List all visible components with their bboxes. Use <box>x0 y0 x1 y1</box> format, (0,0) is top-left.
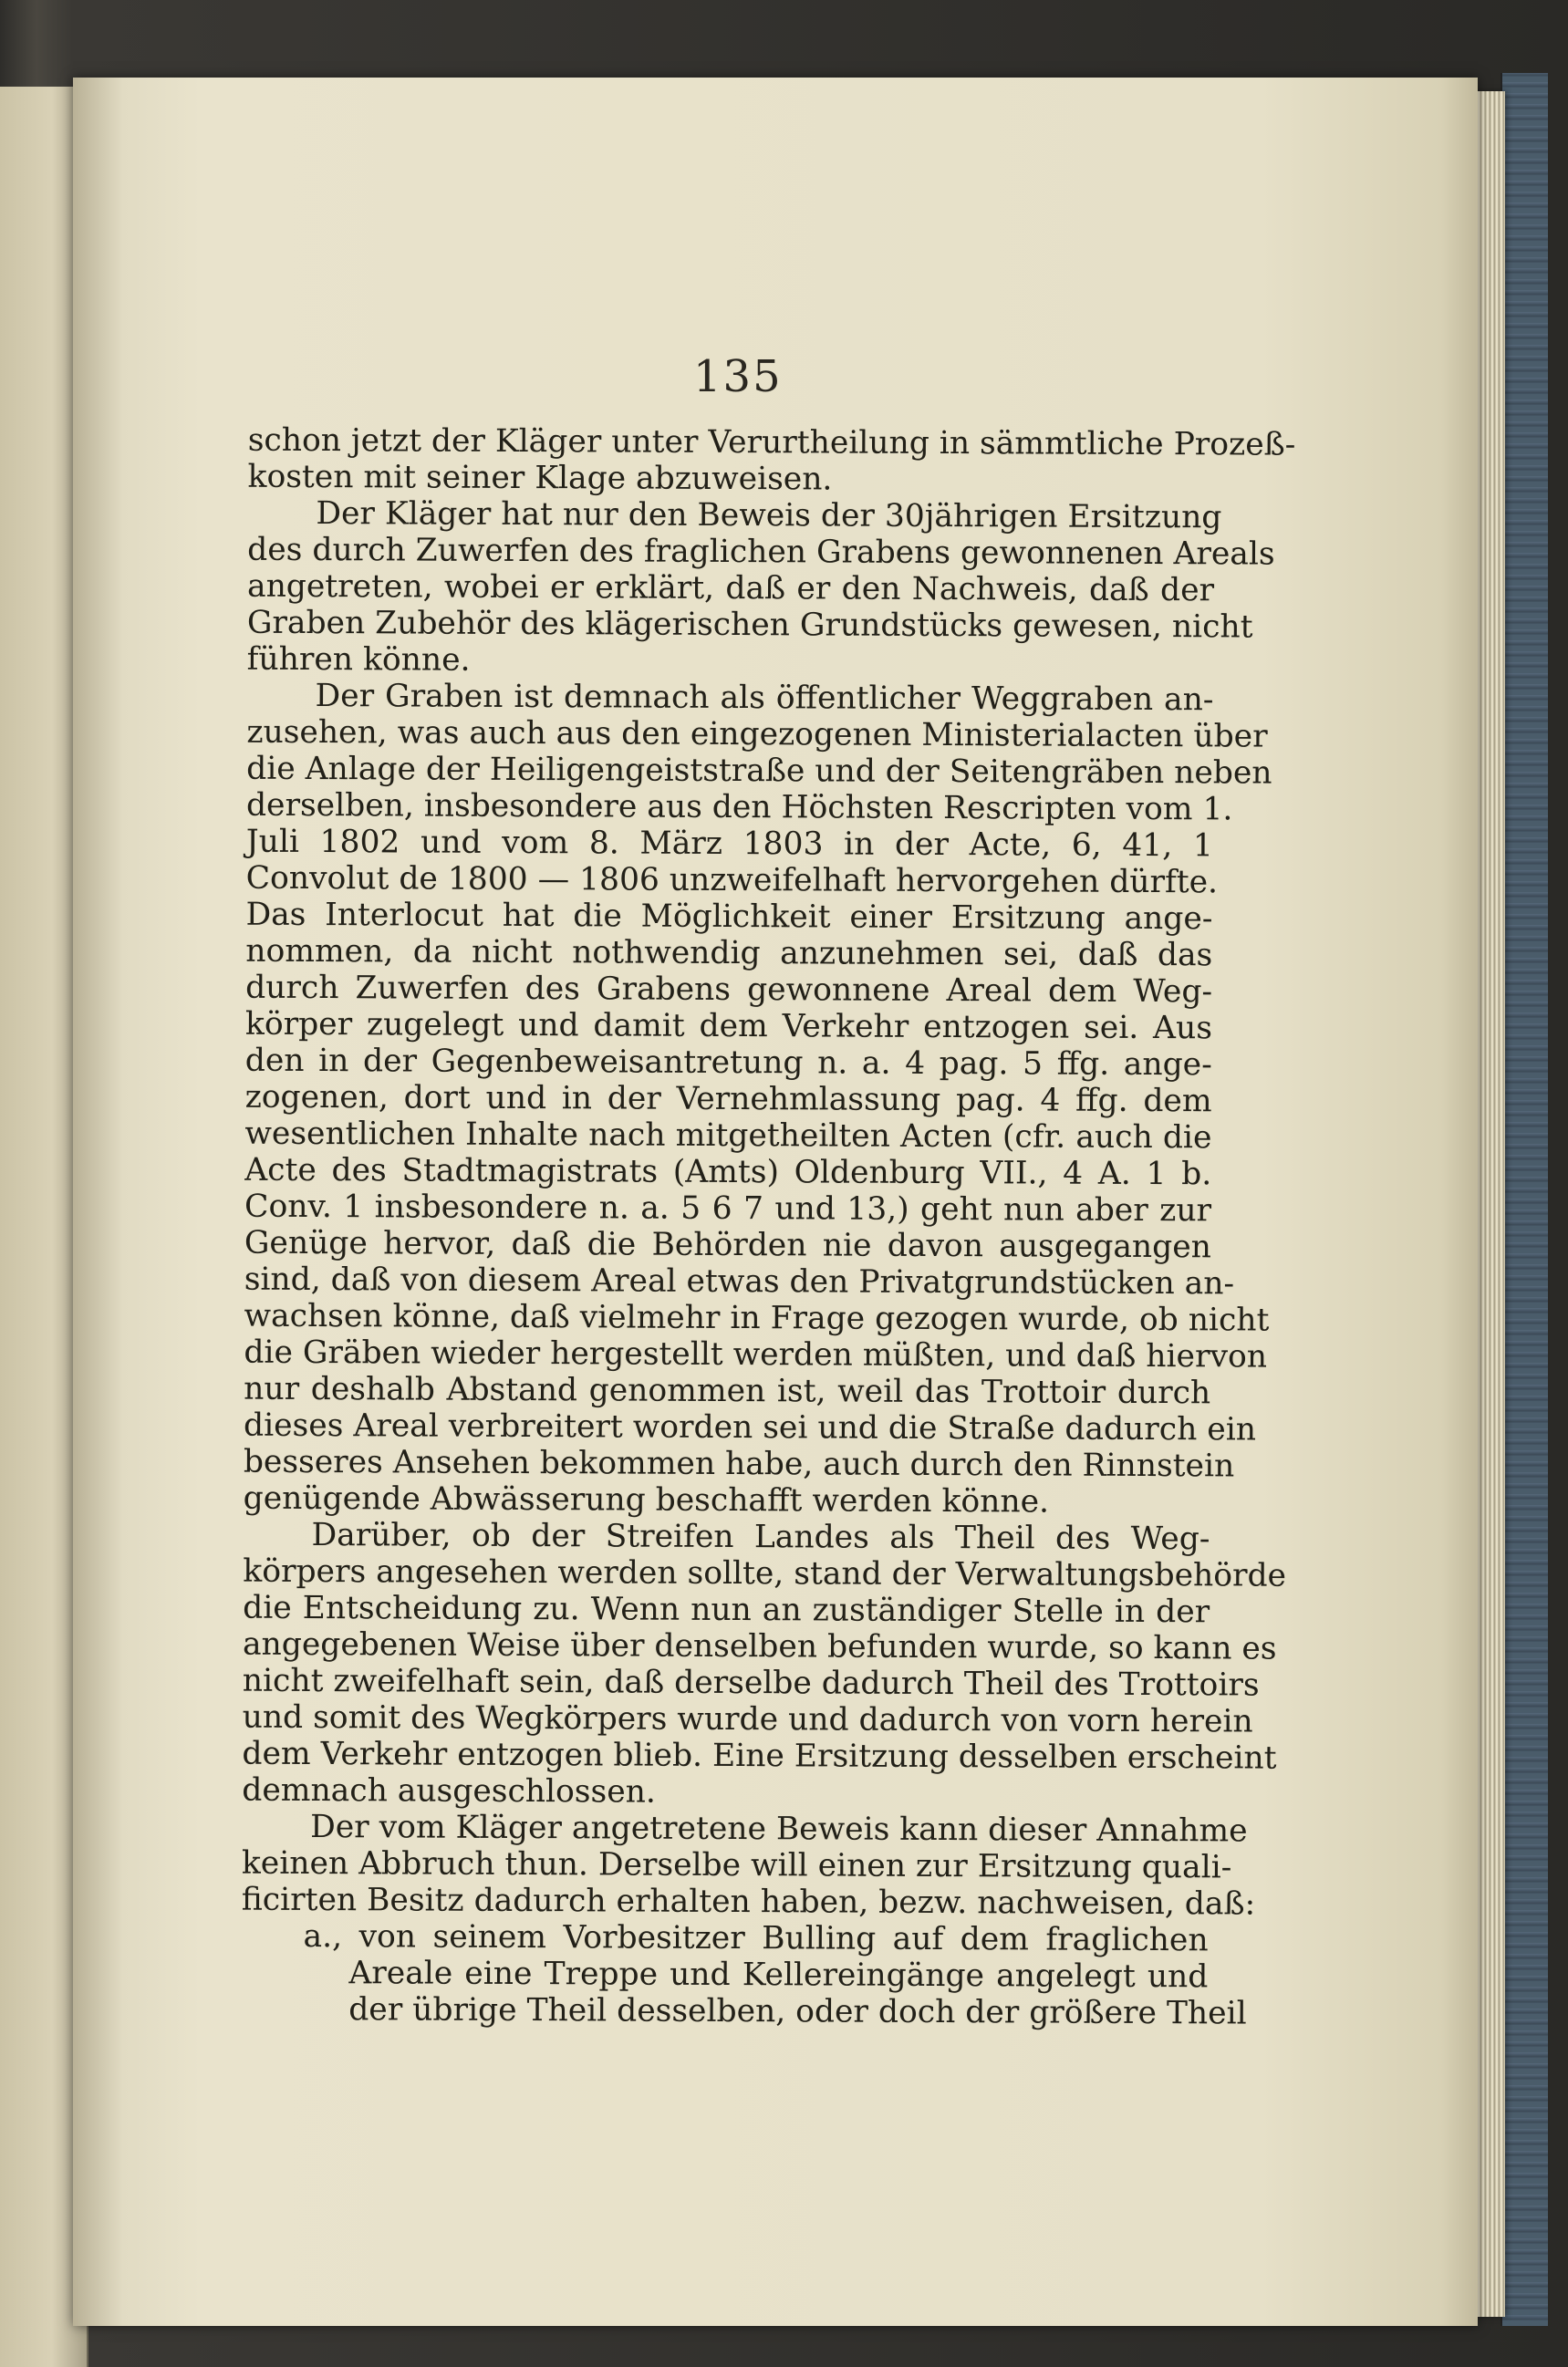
text-line: körpers angesehen werden sollte, stand der Verwaltungsbehörde <box>243 1552 1287 1594</box>
text-line: zogenen, dort und in der Vernehmlassung pag. 4 ffg. dem <box>244 1078 1212 1120</box>
text-line: sind, daß von diesem Areal etwas den Privatgrundstücken an- <box>244 1261 1235 1303</box>
page-number: 135 <box>693 351 783 402</box>
text-line: nur deshalb Abstand genommen ist, weil das Trottoir durch <box>244 1370 1211 1412</box>
text-line: die Entscheidung zu. Wenn nun an zuständiger Stelle in der <box>243 1589 1210 1631</box>
text-line: Graben Zubehör des klägerischen Grundstücks gewesen, nicht <box>246 604 1253 646</box>
text-line: Der vom Kläger angetretene Beweis kann dieser Annahme <box>310 1809 1248 1850</box>
text-line: körper zugelegt und damit dem Verkehr entzogen sei. Aus <box>244 1005 1213 1047</box>
book-cover-edge <box>1501 73 1548 2326</box>
text-line: Genüge hervor, daß die Behörden nie davon ausgegangen <box>244 1224 1211 1266</box>
text-line: genügende Abwässerung beschafft werden könne. <box>243 1479 1050 1521</box>
text-line: keinen Abbruch thun. Derselbe will einen zur Ersitzung quali- <box>241 1844 1232 1886</box>
text-line: nommen, da nicht nothwendig anzunehmen sei, daß das <box>245 932 1213 974</box>
text-line: der übrige Theil desselben, oder doch der größere Theil <box>348 1991 1247 2032</box>
text-line: die Anlage der Heiligengeiststraße und der Seitengräben neben <box>246 750 1272 792</box>
text-line: Conv. 1 insbesondere n. a. 5 6 7 und 13,) geht nun aber zur <box>244 1188 1212 1230</box>
text-line: dem Verkehr entzogen blieb. Eine Ersitzung desselben erscheint <box>242 1735 1277 1777</box>
text-line: nicht zweifelhaft sein, daß derselbe dadurch Theil des Trottoirs <box>242 1662 1260 1704</box>
text-line: Convolut de 1800 — 1806 unzweifelhaft hervorgehen dürfte. <box>245 859 1219 901</box>
text-line: Areale eine Treppe und Kellereingänge angelegt und <box>348 1955 1209 1996</box>
text-line: kosten mit seiner Klage abzuweisen. <box>247 458 833 498</box>
text-line: durch Zuwerfen des Grabens gewonnene Areal dem Weg- <box>245 969 1213 1011</box>
text-line: Darüber, ob der Streifen Landes als Theil des Weg- <box>311 1517 1210 1558</box>
text-line: den in der Gegenbeweisantretung n. a. 4 pag. 5 ffg. ange- <box>244 1042 1212 1084</box>
text-line: wachsen könne, daß vielmehr in Frage gezogen wurde, ob nicht <box>244 1297 1270 1339</box>
text-line: Acte des Stadtmagistrats (Amts) Oldenburg VII., 4 A. 1 b. <box>244 1151 1212 1193</box>
text-line: Das Interlocut hat die Möglichkeit einer Ersitzung ange- <box>245 896 1213 938</box>
text-line: die Gräben wieder hergestellt werden müßten, und daß hiervon <box>244 1334 1268 1376</box>
text-line: Der Kläger hat nur den Beweis der 30jährigen Ersitzung <box>316 495 1222 536</box>
text-line: angetreten, wobei er erklärt, daß er den Nachweis, daß der <box>246 567 1215 609</box>
text-line: Juli 1802 und vom 8. März 1803 in der Acte, 6, 41, 1 <box>245 823 1213 865</box>
text-line: wesentlichen Inhalte nach mitgetheilten Acten (cfr. auch die <box>244 1115 1212 1157</box>
text-line: und somit des Wegkörpers wurde und dadurch von vorn herein <box>242 1698 1253 1740</box>
text-line: ficirten Besitz dadurch erhalten haben, bezw. nachweisen, daß: <box>241 1881 1256 1923</box>
text-line: schon jetzt der Kläger unter Verurtheilung in sämmtliche Prozeß- <box>247 421 1296 463</box>
text-line: besseres Ansehen bekommen habe, auch durch den Rinnstein <box>243 1443 1235 1485</box>
text-line: führen könne. <box>246 640 471 679</box>
text-line: demnach ausgeschlossen. <box>242 1771 656 1811</box>
body-text <box>241 421 1296 2032</box>
text-line: a., von seinem Vorbesitzer Bulling auf dem fraglichen <box>303 1917 1209 1959</box>
text-line: zusehen, was auch aus den eingezogenen Ministerialacten über <box>246 713 1268 755</box>
text-line: angegebenen Weise über denselben befunden wurde, so kann es <box>242 1625 1277 1667</box>
text-line: derselben, insbesondere aus den Höchsten Rescripten vom 1. <box>245 786 1233 828</box>
text-line: dieses Areal verbreitert worden sei und die Straße dadurch ein <box>243 1407 1257 1448</box>
text-line: des durch Zuwerfen des fraglichen Grabens gewonnenen Areals <box>247 531 1275 573</box>
text-line: Der Graben ist demnach als öffentlicher Weggraben an- <box>315 678 1214 719</box>
